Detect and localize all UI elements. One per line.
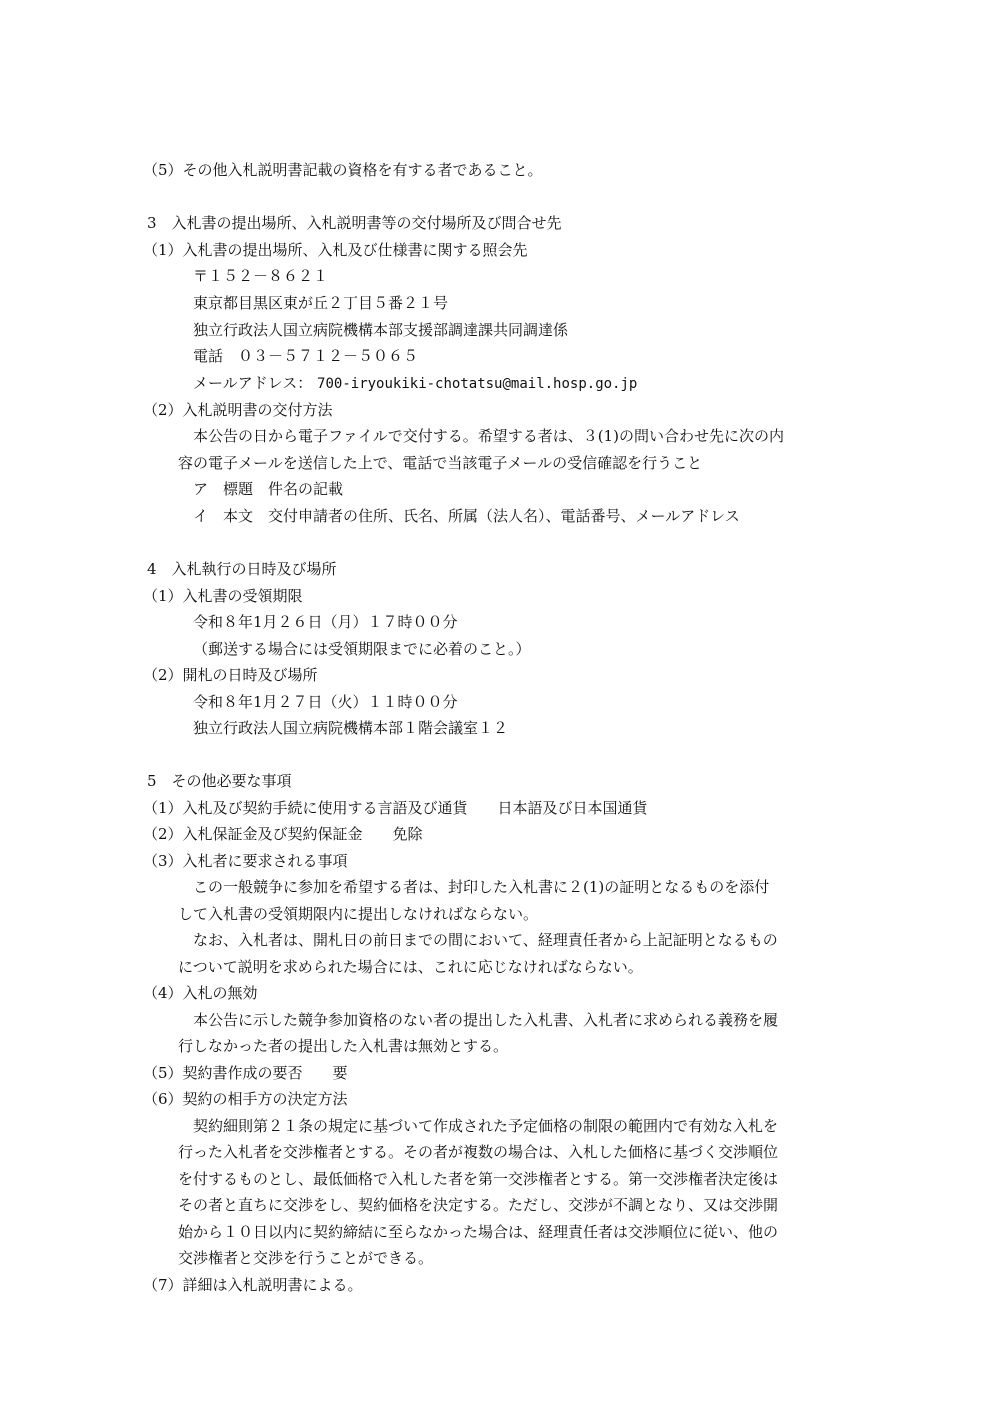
section-5-item-6-title: （6）契約の相手方の決定方法 bbox=[143, 1090, 348, 1108]
section-3-item-2-para-line-2: 容の電子メールを送信した上で、電話で当該電子メールの受信確認を行うこと bbox=[178, 454, 703, 472]
item-5-eligibility: （5）その他入札説明書記載の資格を有する者であること。 bbox=[143, 161, 543, 179]
section-5-item-7: （7）詳細は入札説明書による。 bbox=[143, 1276, 363, 1294]
email-line bbox=[193, 373, 637, 394]
section-3-item-2-para-line-1: 本公告の日から電子ファイルで交付する。希望する者は、３(1)の問い合わせ先に次の内 bbox=[193, 427, 784, 445]
section-5-item-3-para-2-line-1: なお、入札者は、開札日の前日までの間において、経理責任者から上記証明となるもの bbox=[193, 931, 778, 949]
section-4-item-1-title: （1）入札書の受領期限 bbox=[143, 587, 303, 605]
section-3-item-1-title: （1）入札書の提出場所、入札及び仕様書に関する照会先 bbox=[143, 241, 528, 259]
section-5-item-4-para-line-1: 本公告に示した競争参加資格のない者の提出した入札書、入札者に求められる義務を履 bbox=[193, 1011, 779, 1029]
postal-code: 〒１５２－８６２１ bbox=[193, 267, 329, 285]
section-5-heading: 5 その他必要な事項 bbox=[147, 772, 292, 790]
email-address: 700-iryoukiki-chotatsu@mail.hosp.go.jp bbox=[317, 376, 638, 392]
section-5-item-6-line-1: 契約細則第２１条の規定に基づいて作成された予定価格の制限の範囲内で有効な入札を bbox=[193, 1117, 779, 1135]
section-3-item-2-title: （2）入札説明書の交付方法 bbox=[143, 401, 333, 419]
opening-place: 独立行政法人国立病院機構本部１階会議室１２ bbox=[193, 719, 509, 737]
section-5-item-4-title: （4）入札の無効 bbox=[143, 984, 258, 1002]
section-5-item-5: （5）契約書作成の要否 要 bbox=[143, 1064, 348, 1082]
section-3-item-2-a: ア 標題 件名の記載 bbox=[193, 480, 344, 498]
section-5-item-6-line-4: その者と直ちに交渉をし、契約価格を決定する。ただし、交渉が不調となり、又は交渉開 bbox=[178, 1196, 779, 1214]
section-5-item-6-line-5: 始から１０日以内に契約締結に至らなかった場合は、経理責任者は交渉順位に従い、他の bbox=[178, 1223, 779, 1241]
section-5-item-3-title: （3）入札者に要求される事項 bbox=[143, 852, 348, 870]
phone-number: 電話 ０３－５７１２－５０６５ bbox=[193, 347, 419, 365]
section-5-item-6-line-3: を付するものとし、最低価格で入札した者を第一交渉権者とする。第一交渉権者決定後は bbox=[178, 1170, 779, 1188]
section-5-item-6-line-2: 行った入札者を交渉権者とする。その者が複数の場合は、入札した価格に基づく交渉順位 bbox=[178, 1143, 779, 1161]
section-4-heading: 4 入札執行の日時及び場所 bbox=[147, 560, 337, 578]
section-4-item-2-title: （2）開札の日時及び場所 bbox=[143, 666, 318, 684]
section-5-item-3-para-1-line-1: この一般競争に参加を希望する者は、封印した入札書に２(1)の証明となるものを添付 bbox=[193, 878, 770, 896]
section-5-item-1: （1）入札及び契約手続に使用する言語及び通貨 日本語及び日本国通貨 bbox=[143, 799, 648, 817]
deadline-datetime: 令和８年1月２６日（月）１７時００分 bbox=[193, 613, 458, 631]
opening-datetime: 令和８年1月２７日（火）１１時００分 bbox=[193, 693, 458, 711]
section-5-item-3-para-1-line-2: して入札書の受領期限内に提出しなければならない。 bbox=[178, 905, 539, 923]
section-3-heading: 3 入札書の提出場所、入札説明書等の交付場所及び問合せ先 bbox=[147, 214, 562, 232]
mail-note: （郵送する場合には受領期限までに必着のこと。） bbox=[193, 640, 531, 658]
section-5-item-2: （2）入札保証金及び契約保証金 免除 bbox=[143, 825, 423, 843]
section-5-item-4-para-line-2: 行しなかった者の提出した入札書は無効とする。 bbox=[178, 1037, 509, 1055]
address: 東京都目黒区東が丘２丁目５番２１号 bbox=[193, 294, 449, 312]
section-3-item-2-i: イ 本文 交付申請者の住所、氏名、所属（法人名）、電話番号、メールアドレス bbox=[193, 507, 740, 525]
section-5-item-6-line-6: 交渉権者と交渉を行うことができる。 bbox=[178, 1249, 434, 1267]
office-name: 独立行政法人国立病院機構本部支援部調達課共同調達係 bbox=[193, 321, 569, 339]
section-5-item-3-para-2-line-2: について説明を求められた場合には、これに応じなければならない。 bbox=[178, 958, 643, 976]
email-label: メールアドレス： bbox=[193, 374, 313, 392]
